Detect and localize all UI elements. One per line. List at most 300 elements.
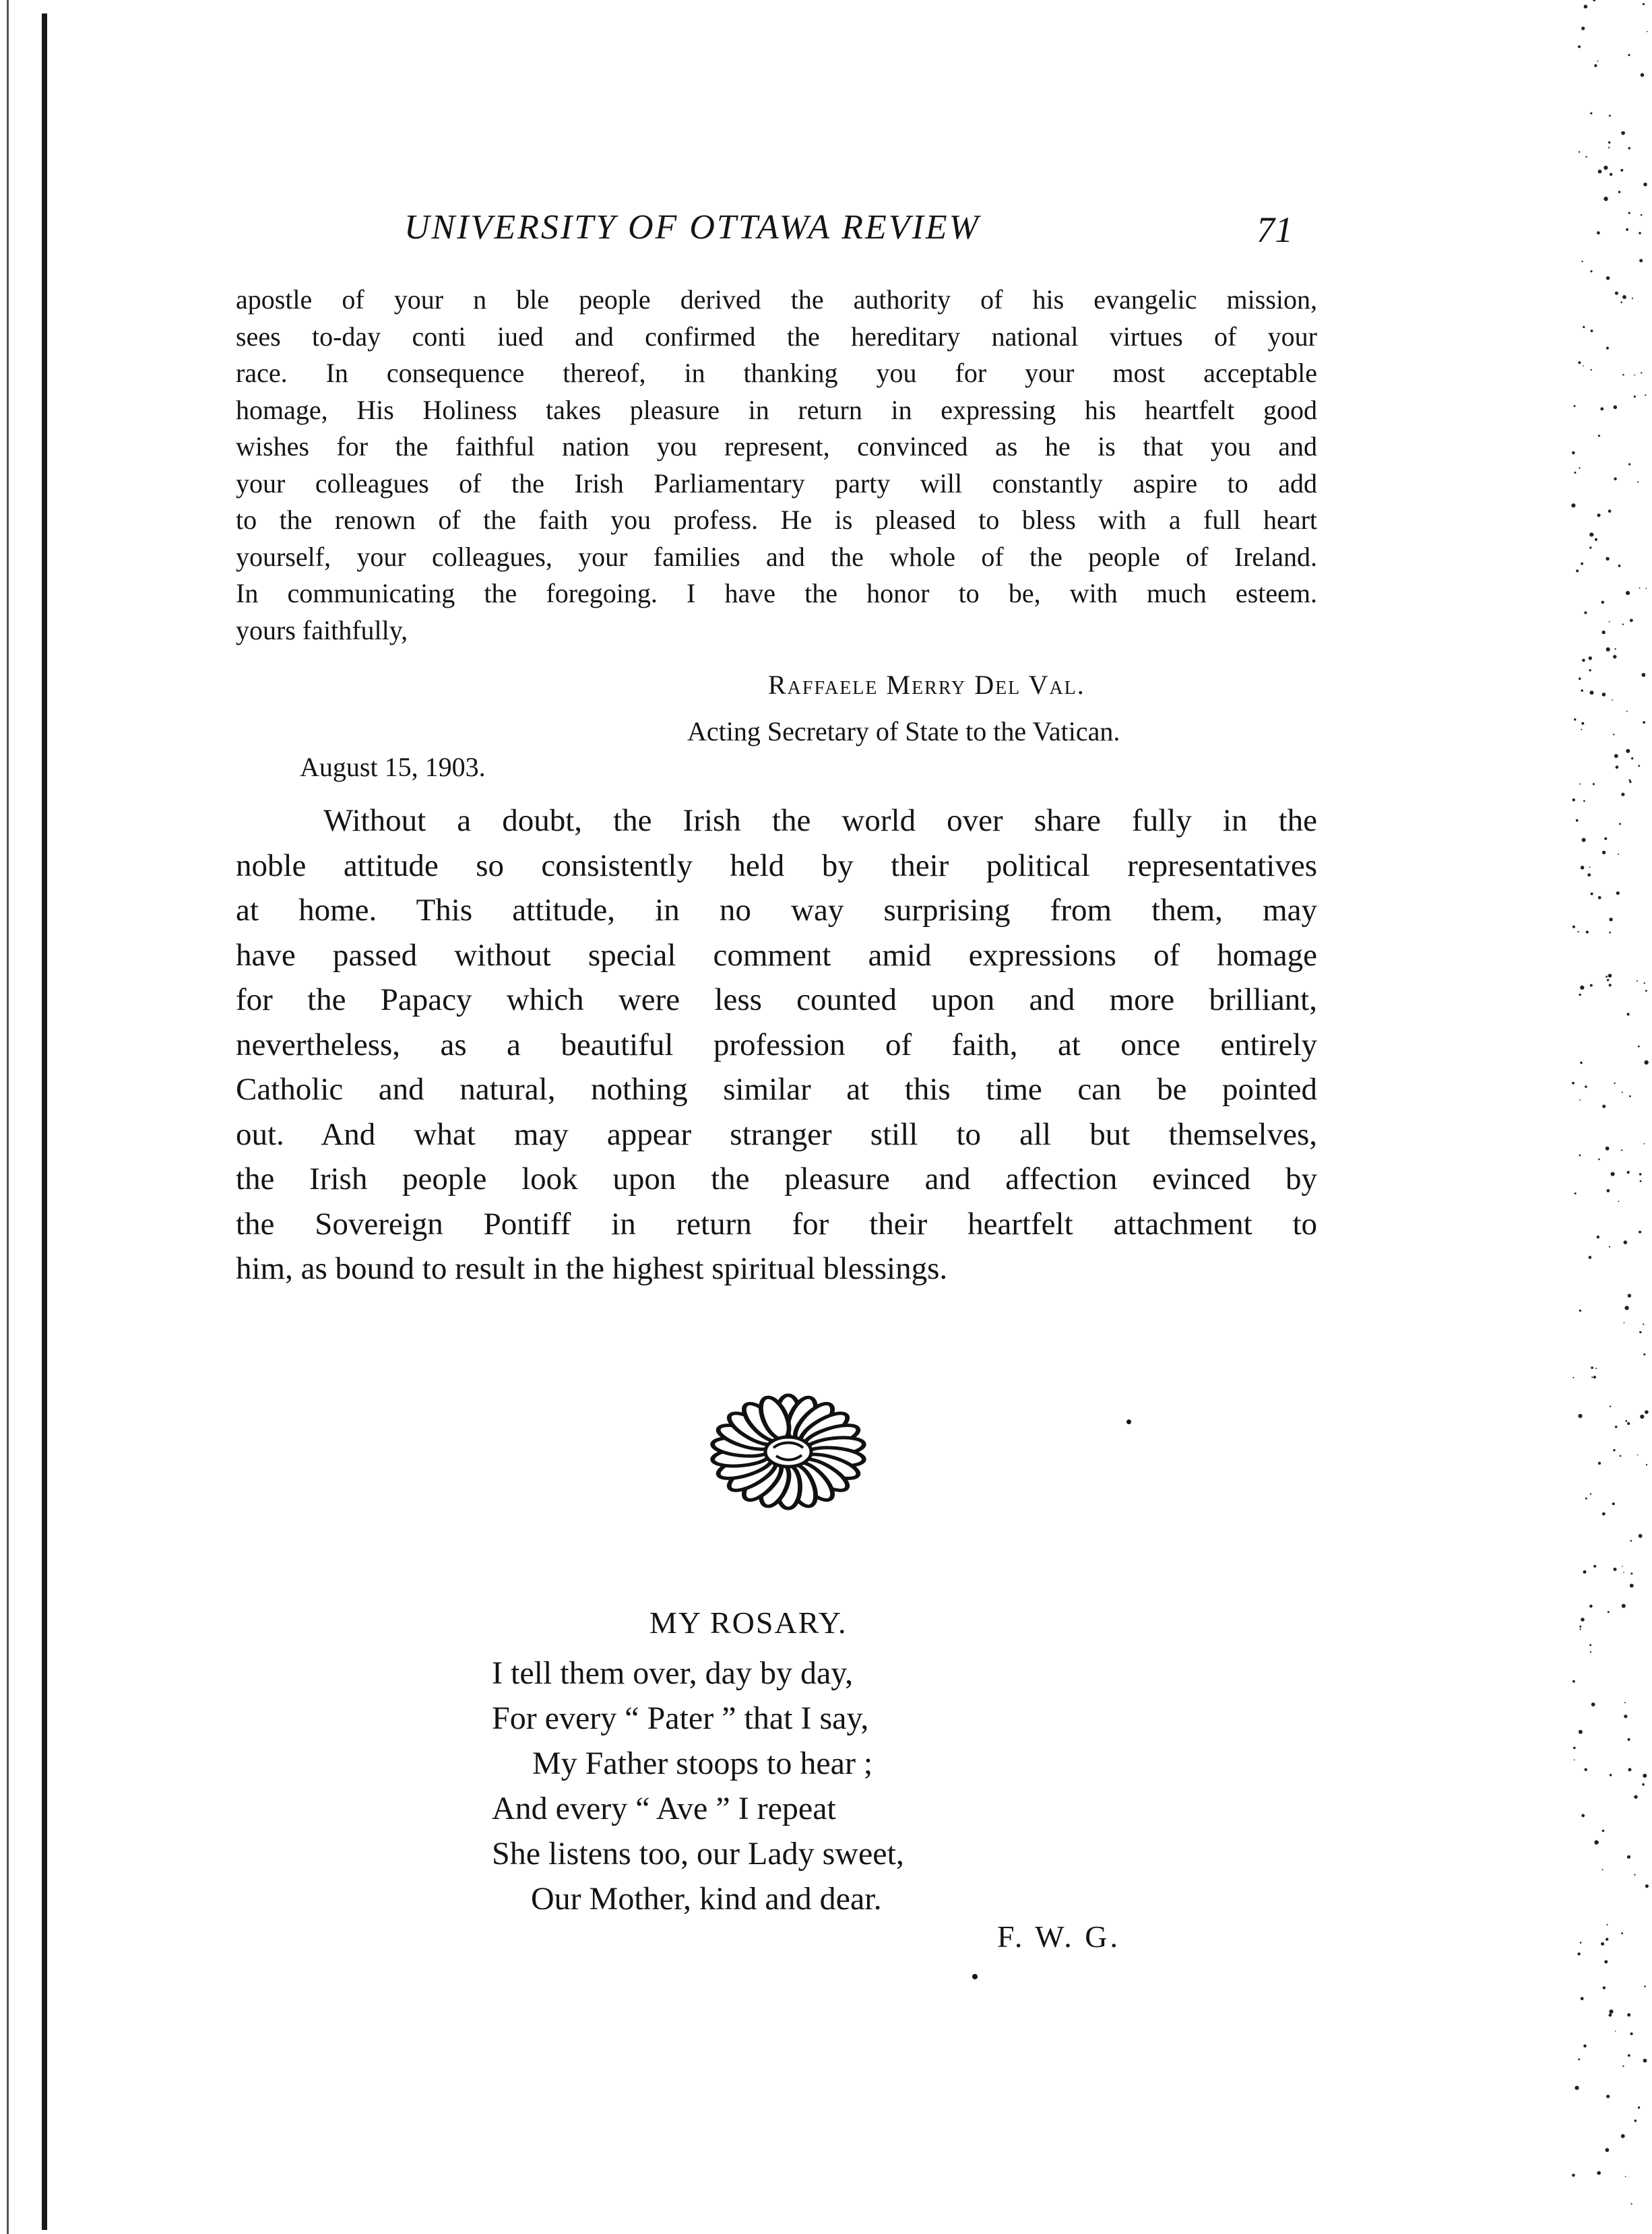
speckle-dot [1606, 2148, 1610, 2152]
speckle-dot [1585, 1085, 1587, 1088]
speckle-dot [1602, 631, 1606, 634]
poem-verse: I tell them over, day by day, [492, 1655, 854, 1691]
speckle-dot [1609, 932, 1611, 934]
speckle-dot [1627, 1013, 1630, 1015]
speckle-dot [1614, 478, 1616, 480]
paragraph-line: Without a doubt, the Irish the world over share fully in the [323, 803, 1317, 838]
speckle-dot [1621, 131, 1625, 135]
speckle-dot [1581, 563, 1583, 565]
speckle-dot [1603, 1986, 1606, 1989]
speckle-dot [1634, 375, 1636, 376]
speckle-dot [1578, 45, 1581, 48]
speckle-dot [1593, 1565, 1596, 1568]
speckle-dot [1634, 2119, 1637, 2122]
speckle-dot [1589, 1644, 1591, 1646]
speckle-dot [1574, 405, 1576, 407]
speckle-dot [1647, 31, 1648, 32]
speckle-dot [1574, 1759, 1575, 1760]
speckle-dot [1595, 1368, 1597, 1369]
speckle-dot [1583, 800, 1585, 802]
speckle-dot [1615, 292, 1618, 295]
letter-line: to the renown of the faith you profess. He is pleased to bless with a full heart [236, 505, 1317, 535]
speckle-dot [1622, 2066, 1624, 2067]
speckle-dot [1621, 793, 1624, 796]
speckle-dot [1598, 170, 1602, 174]
speckle-dot [1609, 984, 1612, 986]
speckle-dot [1591, 369, 1592, 371]
speckle-dot [1579, 784, 1581, 785]
speckle-dot [1622, 295, 1626, 299]
speckle-dot [1609, 115, 1611, 117]
speckle-dot [1608, 1611, 1610, 1613]
speckle-dot [1640, 1180, 1642, 1182]
speckle-dot [1607, 1189, 1610, 1192]
speckle-dot [1621, 302, 1623, 304]
speckle-dot [1598, 896, 1601, 899]
speckle-dot [1590, 1651, 1591, 1653]
speckle-dot [1621, 1932, 1623, 1934]
speckle-dot [1637, 481, 1639, 482]
speckle-dot [1609, 1246, 1610, 1248]
speckle-dot [1631, 757, 1633, 759]
speckle-dot [1645, 588, 1647, 589]
speckle-dot [1598, 1159, 1600, 1161]
speckle-dot [1606, 276, 1610, 280]
speckle-dot [1579, 468, 1580, 469]
speckle-dot [1579, 1154, 1581, 1156]
speckle-dot [1576, 569, 1579, 572]
speckle-dot [1587, 873, 1591, 876]
speckle-dot [1603, 166, 1608, 170]
speckle-dot [1627, 2013, 1630, 2016]
speckle-dot [1625, 1306, 1629, 1310]
speckle-dot [1618, 565, 1621, 567]
speckle-dot [1606, 1147, 1610, 1151]
speckle-dot [1645, 394, 1646, 395]
speckle-dot [1637, 980, 1638, 982]
speckle-dot [1589, 669, 1591, 671]
speckle-dot [1594, 64, 1597, 67]
speckle-dot [1628, 464, 1630, 466]
speckle-dot [1590, 270, 1592, 272]
speckle-dot [1644, 1143, 1645, 1145]
speckle-dot [1578, 361, 1581, 364]
speckle-dot [1641, 214, 1643, 216]
speckle-dot [1602, 1105, 1606, 1108]
speckle-dot [1571, 503, 1575, 507]
speckle-dot [1621, 1149, 1622, 1151]
speckle-dot [1600, 408, 1603, 411]
speckle-dot [1579, 1628, 1581, 1630]
letter-line: In communicating the foregoing. I have the honor to be, with much esteem. [236, 578, 1317, 608]
speckle-dot [1583, 326, 1585, 328]
speckle-dot [1643, 3, 1645, 5]
speckle-dot [1624, 1240, 1628, 1244]
speckle-dot [1624, 1322, 1625, 1324]
speckle-dot [1579, 1310, 1581, 1312]
speckle-dot [1585, 156, 1587, 158]
speckle-dot [1576, 819, 1579, 822]
signature-title: Acting Secretary of State to the Vatican. [687, 716, 1120, 746]
speckle-dot [1638, 2107, 1640, 2109]
speckle-dot [1626, 228, 1628, 231]
speckle-dot [1593, 783, 1595, 785]
speckle-dot [1590, 113, 1592, 115]
speckle-dot [1606, 557, 1609, 561]
speckle-dot [1618, 854, 1619, 855]
speckle-dot [1608, 141, 1610, 143]
speckle-dot [1613, 1449, 1615, 1451]
speckle-dot [1625, 2176, 1626, 2177]
speckle-dot [1591, 893, 1593, 895]
speckle-dot [1642, 1783, 1645, 1786]
speckle-dot [1581, 261, 1583, 262]
speckle-dot [1639, 1331, 1641, 1333]
speckle-dot [1615, 2031, 1616, 2032]
speckle-dot [1583, 2045, 1587, 2048]
speckle-dot [1642, 673, 1646, 677]
speckle-dot [1623, 1572, 1624, 1573]
letter-line: apostle of your n ble people derived the authority of his evangelic mission, [236, 284, 1317, 315]
speckle-dot [1644, 982, 1645, 984]
paragraph-line: the Sovereign Pontiff in return for their heartfelt attachment to [236, 1206, 1317, 1242]
speckle-dot [1577, 1952, 1580, 1955]
speckle-dot [1606, 2095, 1610, 2098]
speckle-dot [1643, 1324, 1644, 1325]
paragraph-line: at home. This attitude, in no way surprising from them, may [236, 893, 1317, 928]
speckle-dot [1607, 1924, 1608, 1925]
speckle-dot [1583, 1570, 1587, 1574]
speckle-dot [1597, 1236, 1599, 1238]
speckle-dot [1584, 612, 1587, 614]
speckle-dot [1631, 2203, 1632, 2204]
paragraph-line: have passed without special comment amid expressions of homage [236, 937, 1317, 973]
speckle-dot [1590, 1493, 1591, 1494]
speckle-dot [1619, 823, 1621, 825]
speckle-dot [1620, 1455, 1622, 1457]
speckle-dot [1577, 931, 1579, 932]
speckle-dot [1644, 1985, 1646, 1987]
speckle-dot [1645, 1060, 1649, 1064]
speckle-dot [1634, 1795, 1637, 1799]
speckle-dot [1638, 765, 1640, 767]
speckle-dot [1603, 197, 1608, 201]
speckle-dot [1610, 1405, 1611, 1407]
speckle-dot [1581, 1997, 1584, 2000]
speckle-dot [1601, 1942, 1604, 1946]
speckle-dot [1572, 798, 1575, 801]
speckle-dot [1626, 749, 1630, 753]
stray-ink-dot [1126, 1419, 1131, 1424]
speckle-dot [1626, 1420, 1628, 1422]
speckle-dot [1579, 1730, 1583, 1734]
paragraph-line: Catholic and natural, nothing similar at this time can be pointed [236, 1072, 1317, 1107]
speckle-dot [1581, 1814, 1585, 1818]
speckle-dot [1611, 1172, 1615, 1176]
poem-verse: She listens too, our Lady sweet, [492, 1836, 904, 1872]
poem-verse: Our Mother, kind and dear. [531, 1881, 882, 1917]
speckle-dot [1602, 1830, 1605, 1832]
speckle-dot [1609, 2010, 1613, 2014]
speckle-dot [1616, 765, 1619, 769]
speckle-dot [1582, 838, 1586, 842]
speckle-dot [1618, 1201, 1620, 1202]
speckle-dot [1601, 601, 1604, 604]
speckle-dot [1628, 1768, 1632, 1771]
binding-shadow-line [7, 0, 9, 2234]
paragraph-line: the Irish people look upon the pleasure and affection evinced by [236, 1161, 1317, 1196]
speckle-dot [1589, 546, 1591, 548]
speckle-dot [1627, 1422, 1630, 1425]
speckle-dot [1593, 1376, 1596, 1378]
speckle-dot [1580, 986, 1584, 990]
speckle-dot [1597, 231, 1600, 234]
speckle-dot [1627, 1171, 1630, 1174]
speckle-dot [1613, 655, 1616, 658]
speckle-dot [1590, 691, 1594, 695]
speckle-dot [1641, 372, 1642, 373]
speckle-dot [1609, 2014, 1612, 2017]
speckle-dot [1629, 1095, 1631, 1097]
quoted-letter [236, 282, 1317, 649]
page-number: 71 [1257, 210, 1293, 250]
speckle-dot [1630, 2033, 1633, 2035]
speckle-dot [1579, 1626, 1581, 1628]
speckle-dot [1606, 1938, 1608, 1940]
paragraph-line: out. And what may appear stranger still to all but themselves, [236, 1116, 1317, 1152]
speckle-dot [1580, 1062, 1583, 1064]
speckle-dot [1612, 699, 1613, 701]
speckle-dot [1643, 2059, 1647, 2063]
speckle-dot [1630, 1540, 1632, 1542]
speckle-dot [1639, 1173, 1642, 1176]
letter-line: race. In consequence thereof, in thanking you for your most acceptable [236, 358, 1317, 388]
letter-line: sees to-day conti iued and confirmed the hereditary national virtues of your [236, 321, 1317, 352]
speckle-dot [1608, 147, 1610, 148]
speckle-dot [1638, 1046, 1640, 1048]
article-paragraph [236, 798, 1317, 1291]
speckle-dot [1645, 990, 1647, 992]
speckle-dot [1637, 1455, 1639, 1456]
speckle-dot [1640, 1415, 1644, 1419]
speckle-dot [1609, 621, 1610, 623]
speckle-dot [1581, 729, 1582, 730]
speckle-dot [1639, 232, 1641, 234]
speckle-dot [1607, 979, 1609, 981]
speckle-dot [1604, 837, 1607, 840]
speckle-dot [1610, 1774, 1612, 1777]
speckle-dot [1579, 994, 1581, 996]
speckle-dot [1628, 54, 1630, 56]
speckle-dot [1598, 1462, 1601, 1465]
paragraph-line: noble attitude so consistently held by their political representatives [236, 848, 1317, 883]
speckle-dot [1590, 984, 1593, 987]
letter-line: wishes for the faithful nation you represent, convinced as he is that you and [236, 431, 1317, 461]
speckle-dot [1643, 1353, 1645, 1355]
speckle-dot [1622, 374, 1624, 376]
speckle-dot [1608, 974, 1612, 978]
speckle-dot [1589, 656, 1592, 660]
speckle-dot [1615, 1426, 1618, 1428]
speckle-dot [1614, 406, 1618, 410]
speckle-dot [1579, 678, 1581, 680]
speckle-dot [1602, 1512, 1606, 1516]
speckle-dot [1602, 1869, 1603, 1870]
speckle-dot [1579, 151, 1580, 152]
speckle-dot [1574, 718, 1576, 720]
scan-speckle-noise [1570, 0, 1651, 2234]
speckle-dot [1591, 1366, 1593, 1369]
speckle-dot [1581, 866, 1585, 870]
speckle-dot [1573, 1747, 1576, 1750]
speckle-dot [1639, 587, 1641, 589]
speckle-dot [1641, 73, 1645, 77]
daisy-flower-ornament-icon [701, 1388, 876, 1516]
speckle-dot [1591, 329, 1593, 332]
speckle-dot [1597, 61, 1599, 62]
speckle-dot [1578, 1414, 1582, 1418]
speckle-dot [1622, 1566, 1623, 1567]
poem-verse: My Father stoops to hear ; [532, 1746, 873, 1781]
speckle-dot [1575, 1192, 1577, 1194]
speckle-dot [1643, 1774, 1647, 1778]
speckle-dot [1618, 191, 1621, 193]
speckle-dot [1572, 451, 1575, 455]
paragraph-line: for the Papacy which were less counted upon and more brilliant, [236, 982, 1317, 1017]
speckle-dot [1597, 2171, 1601, 2175]
speckle-dot [1621, 2134, 1625, 2138]
speckle-dot [1628, 2054, 1630, 2057]
speckle-dot [1595, 538, 1597, 541]
speckle-dot [1630, 1584, 1634, 1588]
speckle-dot [1602, 693, 1606, 697]
speckle-dot [1608, 509, 1612, 513]
speckle-dot [1643, 183, 1647, 187]
speckle-dot [1606, 647, 1610, 651]
speckle-dot [1594, 1841, 1598, 1845]
speckle-dot [1578, 2058, 1580, 2060]
speckle-dot [1613, 734, 1614, 735]
speckle-dot [1628, 212, 1630, 214]
speckle-dot [1634, 395, 1636, 397]
speckle-dot [1629, 779, 1631, 781]
speckle-dot [1614, 1083, 1615, 1084]
speckle-dot [1627, 1855, 1630, 1859]
running-title: UNIVERSITY OF OTTAWA REVIEW [404, 208, 980, 247]
speckle-dot [1572, 2174, 1575, 2177]
letter-line: yourself, your colleagues, your families and the whole of the people of Ireland. [236, 541, 1317, 572]
poem-verse: And every “ Ave ” I repeat [492, 1791, 836, 1826]
speckle-dot [1606, 976, 1608, 978]
speckle-dot [1639, 259, 1643, 262]
speckle-dot [1639, 1231, 1641, 1234]
signature-name: Raffaele Merry Del Val. [768, 670, 1085, 700]
speckle-dot [1593, 0, 1595, 1]
poem-author: F. W. G. [997, 1919, 1120, 1954]
speckle-dot [1574, 472, 1576, 474]
speckle-dot [1630, 1572, 1632, 1574]
speckle-dot [1616, 891, 1620, 895]
speckle-dot [1597, 513, 1600, 517]
speckle-dot [1646, 1464, 1647, 1465]
speckle-dot [1579, 1099, 1581, 1101]
speckle-dot [1572, 926, 1575, 928]
paragraph-line: him, as bound to result in the highest spiritual blessings. [236, 1251, 948, 1286]
speckle-dot [1622, 624, 1624, 625]
speckle-dot [1591, 1376, 1593, 1378]
speckle-dot [1634, 1874, 1635, 1876]
letter-date: August 15, 1903. [300, 752, 486, 782]
poem-title: MY ROSARY. [649, 1605, 848, 1640]
speckle-dot [1581, 689, 1583, 692]
stray-ink-dot [972, 1974, 978, 1979]
speckle-dot [1626, 591, 1630, 595]
speckle-dot [1630, 619, 1633, 623]
speckle-dot [1610, 173, 1612, 176]
poem [492, 1651, 904, 1921]
speckle-dot [1624, 1702, 1626, 1703]
speckle-dot [1598, 435, 1600, 437]
speckle-dot [1589, 1256, 1592, 1259]
letter-line: yours faithfully, [236, 614, 408, 645]
speckle-dot [1602, 851, 1606, 854]
speckle-dot [1622, 1604, 1626, 1608]
speckle-dot [1604, 1960, 1608, 1964]
speckle-dot [1572, 1377, 1574, 1378]
speckle-dot [1622, 1091, 1623, 1093]
speckle-dot [1626, 711, 1628, 712]
speckle-dot [1585, 1768, 1587, 1771]
speckle-dot [1580, 1942, 1582, 1944]
speckle-dot [1632, 298, 1633, 299]
speckle-dot [1589, 1605, 1593, 1608]
binding-edge [42, 13, 47, 2230]
speckle-dot [1585, 1498, 1587, 1500]
speckle-dot [1606, 347, 1609, 350]
letter-line: homage, His Holiness takes pleasure in return in expressing his heartfelt good [236, 394, 1317, 425]
speckle-dot [1639, 1534, 1643, 1538]
speckle-dot [1620, 169, 1623, 172]
speckle-dot [1581, 1618, 1585, 1622]
poem-verse: For every “ Pater ” that I say, [492, 1700, 869, 1736]
speckle-dot [1581, 722, 1584, 725]
speckle-dot [1614, 648, 1616, 649]
speckle-dot [1581, 27, 1585, 30]
speckle-dot [1645, 1884, 1649, 1888]
speckle-dot [1624, 1715, 1627, 1718]
speckle-dot [1628, 1738, 1630, 1741]
speckle-dot [1628, 147, 1631, 150]
letter-line: your colleagues of the Irish Parliamentary party will constantly aspire to add [236, 468, 1317, 499]
speckle-dot [1572, 1680, 1575, 1683]
speckle-dot [1612, 1502, 1615, 1505]
speckle-dot [1589, 866, 1591, 868]
speckle-dot [1643, 721, 1645, 724]
speckle-dot [1575, 2086, 1579, 2090]
paragraph-line: nevertheless, as a beautiful profession of faith, at once entirely [236, 1027, 1317, 1062]
speckle-dot [1645, 1410, 1649, 1414]
speckle-dot [1628, 1294, 1631, 1298]
speckle-dot [1584, 5, 1588, 9]
speckle-dot [1586, 930, 1589, 933]
speckle-dot [1582, 659, 1585, 662]
speckle-dot [1614, 754, 1618, 758]
speckle-dot [1614, 1568, 1617, 1571]
speckle-dot [1572, 1082, 1575, 1085]
speckle-dot [1583, 365, 1584, 366]
speckle-dot [1589, 533, 1593, 537]
speckle-dot [1609, 918, 1612, 921]
